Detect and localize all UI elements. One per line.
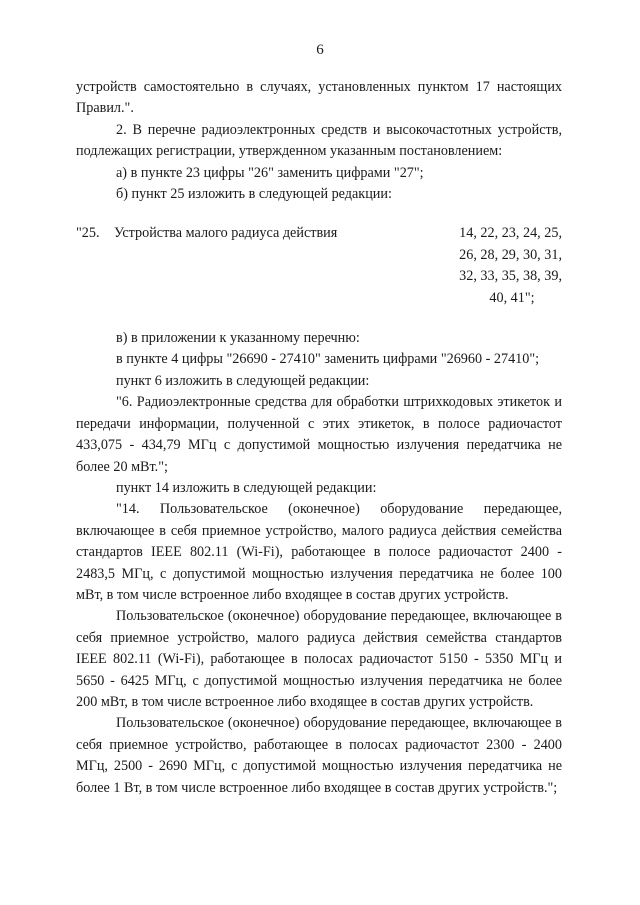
page-number: 6 <box>316 42 324 58</box>
entry-label <box>76 223 337 309</box>
paragraph-point-14-intro: пункт 14 изложить в следующей редакции: <box>116 479 377 496</box>
paragraph-point-14-text-3: Пользовательское (оконечное) оборудование передающее, включающее в себя приемное устройство, работающее в полосах радиочастот 2300 - 2400 МГц, 2500 - 2690 МГц, с допустимой мощностью излучения передатчика не более 1 Вт, в том числе встроенное либо входящее в состав других устройств."; <box>76 715 562 796</box>
paragraph-item-2: 2. В перечне радиоэлектронных средств и высокочастотных устройств, подлежащих регистрации, утвержденном указанным постановлением: <box>76 121 562 160</box>
paragraph-subitem-v: в) в приложении к указанному перечню: <box>116 330 360 347</box>
document-body <box>76 77 562 799</box>
entry-name: Устройства малого радиуса действия <box>114 225 338 242</box>
paragraph-point-6-intro: пункт 6 изложить в следующей редакции: <box>116 372 370 389</box>
paragraph-point-4: в пункте 4 цифры "26690 - 27410" заменить цифрами "26960 - 27410"; <box>116 351 540 368</box>
paragraph-subitem-a: а) в пункте 23 цифры "26" заменить цифрами "27"; <box>116 164 424 181</box>
paragraph-point-14-text-1: "14. Пользовательское (оконечное) оборудование передающее, включающее в себя приемное устройство, малого радиуса действия семейства стандартов IEEE 802.11 (Wi-Fi), работающее в полосе радиочастот 2400 - 2483,5 МГц, с допустимой мощностью излучения передатчика не более 100 мВт, в том числе встроенное либо входящее в состав других устройств. <box>76 501 562 603</box>
entry-codes-line: 40, 41"; <box>489 289 535 306</box>
entry-number: "25. <box>76 225 100 242</box>
paragraph-point-6-text: "6. Радиоэлектронные средства для обработки штрихкодовых этикеток и передачи информации, полученной с этих этикеток, в полосе радиочастот 433,075 - 434,79 МГц с допустимой мощностью излучения передатчика не более 20 мВт."; <box>76 394 562 475</box>
paragraph-subitem-b: б) пункт 25 изложить в следующей редакции: <box>116 186 392 203</box>
entry-codes-line: 32, 33, 35, 38, 39, <box>459 268 562 285</box>
entry-codes-line: 14, 22, 23, 24, 25, <box>459 225 562 242</box>
list-entry-25 <box>76 223 562 309</box>
paragraph-continuation: устройств самостоятельно в случаях, установленных пунктом 17 настоящих Правил.". <box>76 79 562 117</box>
paragraph-point-14-text-2: Пользовательское (оконечное) оборудование передающее, включающее в себя приемное устройство, малого радиуса действия семейства стандартов IEEE 802.11 (Wi-Fi), работающее в полосах радиочастот 5150 - 5350 МГц и 5650 - 6425 МГц, с допустимой мощностью излучения передатчика не более 200 мВт, в том числе встроенное либо входящее в состав других устройств. <box>76 608 562 710</box>
entry-codes-line: 26, 28, 29, 30, 31, <box>459 246 562 263</box>
entry-codes <box>450 223 562 309</box>
